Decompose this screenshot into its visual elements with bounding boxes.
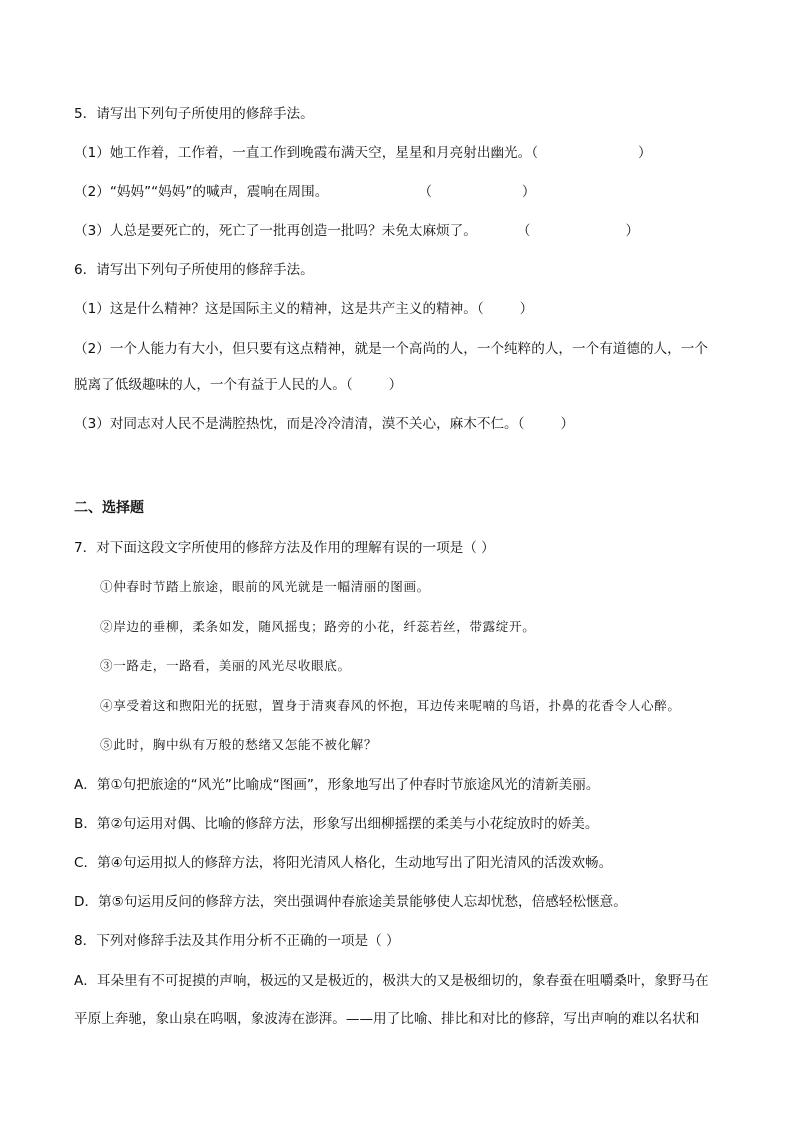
- q8-option-a-line2: 平原上奔驰，象山泉在呜咽，象波涛在澎湃。——用了比喻、排比和对比的修辞，写出声响的难以名状和: [74, 1011, 700, 1027]
- q7-option-d: D．第⑤句运用反问的修辞方法，突出强调仲春旅途美景能够使人忘却忧愁，倍感轻松惬意。: [74, 894, 627, 910]
- q6-item-3: [74, 414, 574, 434]
- q7-passage-4: ④享受着这和煦阳光的抚慰，置身于清爽春风的怀抱，耳边传来呢喃的鸟语，扑鼻的花香令人心醉。: [100, 698, 681, 713]
- q5-item-2-text: （2）“妈妈”“妈妈”的喊声，震响在周围。: [74, 184, 329, 200]
- q5-item-3: [74, 221, 639, 241]
- q6-item-2-close: ）: [388, 377, 403, 393]
- q5-item-1-close: ）: [638, 145, 652, 161]
- q6-item-2-cont: 脱离了低级趣味的人，一个有益于人民的人。（: [74, 377, 353, 393]
- q6-item-3-text: （3）对同志对人民不是满腔热忱，而是冷冷清清，漠不关心，麻木不仁。（: [74, 416, 525, 432]
- q6-item-1-close: ）: [519, 301, 534, 317]
- q5-item-3-text: （3）人总是要死亡的，死亡了一批再创造一批吗？未免太麻烦了。: [74, 223, 477, 239]
- q8-option-a-line1: A．耳朵里有不可捉摸的声响，极远的又是极近的，极洪大的又是极细切的，象春蚕在咀嚼桑叶，象野马在: [74, 973, 709, 989]
- q6-item-3-close: ）: [560, 416, 575, 432]
- q5-item-1-text: （1）她工作着，工作着，一直工作到晚霞布满天空，星星和月亮射出幽光。（: [74, 145, 539, 161]
- q7-option-c: C．第④句运用拟人的修辞方法，将阳光清风人格化，生动地写出了阳光清风的活泼欢畅。: [74, 855, 613, 871]
- section-2-heading: 二、选择题: [74, 500, 144, 516]
- q6-title: 6．请写出下列句子所使用的修辞手法。: [74, 262, 314, 278]
- q7-option-a: A．第①句把旅途的“风光”比喻成“图画”，形象地写出了仲春时节旅途风光的清新美丽。: [74, 777, 600, 793]
- q6-item-2-line2: [74, 375, 402, 395]
- q5-item-2-open: （: [418, 184, 432, 200]
- q5-title: 5．请写出下列句子所使用的修辞手法。: [74, 106, 314, 122]
- q7-option-b: B．第②句运用对偶、比喻的修辞方法，形象写出细柳摇摆的柔美与小花绽放时的娇美。: [74, 816, 599, 832]
- q7-passage-5: ⑤此时，胸中纵有万般的愁绪又怎能不被化解？: [100, 737, 378, 752]
- q7-passage-3: ③一路走，一路看，美丽的风光尽收眼底。: [100, 658, 351, 673]
- q6-item-2-line1: （2）一个人能力有大小，但只要有这点精神，就是一个高尚的人，一个纯粹的人，一个有道德的人，一个: [74, 341, 708, 357]
- q6-item-1: [74, 299, 533, 319]
- q5-item-2-close: ）: [521, 184, 536, 200]
- q8-title: 8．下列对修辞手法及其作用分析不正确的一项是（ ）: [74, 933, 400, 949]
- q5-item-3-close: ）: [625, 223, 640, 239]
- q7-passage-1: ①仲春时节踏上旅途，眼前的风光就是一幅清丽的图画。: [100, 579, 430, 594]
- q5-item-3-open: （: [516, 223, 531, 239]
- q5-item-2: [74, 182, 536, 202]
- q6-item-1-text: （1）这是什么精神？这是国际主义的精神，这是共产主义的精神。（: [74, 301, 484, 317]
- q5-item-1: [74, 143, 652, 163]
- q7-title: 7．对下面这段文字所使用的修辞方法及作用的理解有误的一项是（ ）: [74, 540, 495, 556]
- q7-passage-2: ②岸边的垂柳，柔条如发，随风摇曳；路旁的小花，纤蕊若丝，带露绽开。: [100, 619, 536, 634]
